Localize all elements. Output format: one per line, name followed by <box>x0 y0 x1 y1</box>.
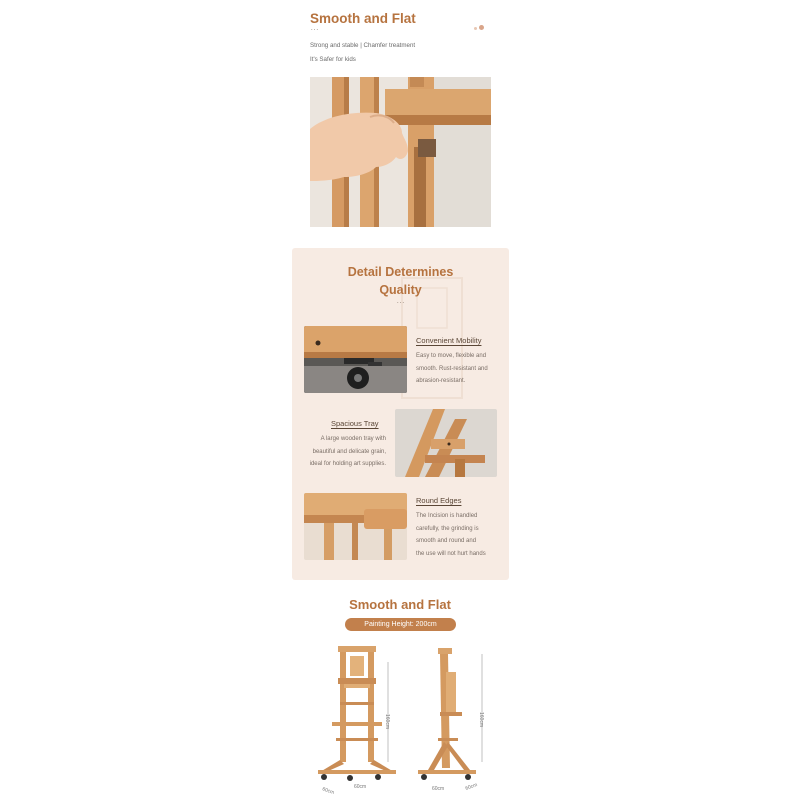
round-edges-photo <box>304 493 407 560</box>
dimensions-title: Smooth and Flat <box>349 597 451 612</box>
side-depth-label: 60cm <box>464 782 479 792</box>
feature-heading-mobility: Convenient Mobility <box>416 336 482 345</box>
tray-photo <box>395 409 497 477</box>
feature-desc-mobility: Easy to move, flexible and smooth. Rust-resistant and abrasion-resistant. <box>416 353 488 384</box>
feature-desc-edges: The Incision is handled carefully, the grinding is smooth and round and the use will not hurt hands <box>416 513 486 557</box>
side-view-easel <box>418 648 476 780</box>
easel-dimension-diagram <box>300 642 500 797</box>
front-depth-label: 60cm <box>321 786 335 797</box>
painting-height-badge: Painting Height: 200cm <box>345 618 456 631</box>
easel-hand-photo <box>310 77 491 227</box>
wheel-photo <box>304 326 407 393</box>
panel-title-line2: Quality <box>379 283 422 297</box>
section-title: Smooth and Flat <box>310 11 416 26</box>
decorative-dots <box>474 17 486 35</box>
panel-dots: ... <box>397 299 406 305</box>
side-width-label: 60cm <box>432 786 445 792</box>
detail-panel <box>292 248 509 580</box>
front-width-label: 60cm <box>354 784 367 790</box>
feature-heading-edges: Round Edges <box>416 496 462 505</box>
feature-line: Strong and stable | Chamfer treatment <box>310 42 416 49</box>
feature-heading-tray: Spacious Tray <box>331 419 379 428</box>
feature-desc-tray: A large wooden tray with beautiful and delicate grain, ideal for holding art supplies. <box>309 436 386 467</box>
front-height-label: 160cm <box>384 714 390 730</box>
title-dots: ... <box>311 26 320 32</box>
safety-line: It's Safer for kids <box>310 56 356 63</box>
side-height-label: 160cm <box>478 712 484 728</box>
panel-title-line1: Detail Determines <box>347 265 454 279</box>
